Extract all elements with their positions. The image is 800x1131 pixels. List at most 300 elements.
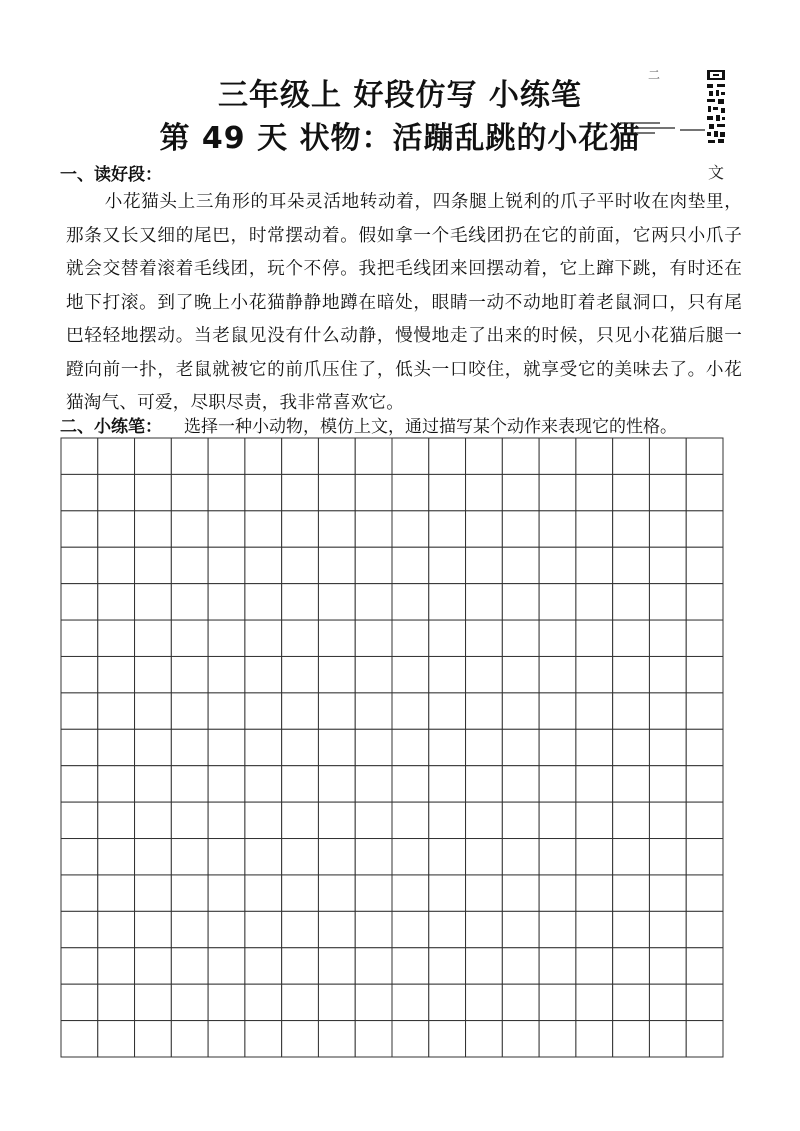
grid-cell[interactable] — [613, 656, 650, 692]
grid-cell[interactable] — [429, 839, 466, 875]
grid-cell[interactable] — [649, 511, 686, 547]
grid-cell[interactable] — [392, 1021, 429, 1057]
grid-cell[interactable] — [576, 729, 613, 765]
grid-cell[interactable] — [245, 802, 282, 838]
grid-cell[interactable] — [98, 656, 135, 692]
grid-cell[interactable] — [392, 911, 429, 947]
grid-cell[interactable] — [282, 766, 319, 802]
grid-cell[interactable] — [649, 802, 686, 838]
grid-cell[interactable] — [576, 656, 613, 692]
grid-cell[interactable] — [502, 438, 539, 474]
grid-cell[interactable] — [613, 875, 650, 911]
grid-cell[interactable] — [61, 875, 98, 911]
grid-cell[interactable] — [502, 511, 539, 547]
grid-cell[interactable] — [245, 839, 282, 875]
grid-cell[interactable] — [576, 911, 613, 947]
grid-cell[interactable] — [502, 693, 539, 729]
grid-cell[interactable] — [208, 839, 245, 875]
grid-cell[interactable] — [576, 693, 613, 729]
grid-cell[interactable] — [502, 1021, 539, 1057]
grid-cell[interactable] — [282, 511, 319, 547]
grid-cell[interactable] — [539, 839, 576, 875]
grid-cell[interactable] — [135, 656, 172, 692]
grid-cell[interactable] — [245, 729, 282, 765]
grid-cell[interactable] — [539, 620, 576, 656]
grid-cell[interactable] — [429, 656, 466, 692]
grid-cell[interactable] — [208, 547, 245, 583]
grid-cell[interactable] — [613, 802, 650, 838]
grid-cell[interactable] — [686, 911, 723, 947]
grid-cell[interactable] — [429, 984, 466, 1020]
grid-cell[interactable] — [98, 438, 135, 474]
grid-cell[interactable] — [318, 584, 355, 620]
grid-cell[interactable] — [135, 438, 172, 474]
grid-cell[interactable] — [318, 474, 355, 510]
grid-cell[interactable] — [282, 547, 319, 583]
grid-cell[interactable] — [392, 839, 429, 875]
grid-cell[interactable] — [502, 620, 539, 656]
grid-cell[interactable] — [98, 547, 135, 583]
grid-cell[interactable] — [355, 839, 392, 875]
grid-cell[interactable] — [61, 656, 98, 692]
grid-cell[interactable] — [282, 1021, 319, 1057]
grid-cell[interactable] — [466, 1021, 503, 1057]
grid-cell[interactable] — [576, 511, 613, 547]
grid-cell[interactable] — [392, 620, 429, 656]
grid-cell[interactable] — [98, 729, 135, 765]
grid-cell[interactable] — [502, 802, 539, 838]
grid-cell[interactable] — [355, 802, 392, 838]
grid-cell[interactable] — [171, 620, 208, 656]
grid-cell[interactable] — [355, 1021, 392, 1057]
grid-cell[interactable] — [429, 511, 466, 547]
grid-cell[interactable] — [98, 766, 135, 802]
grid-cell[interactable] — [429, 620, 466, 656]
grid-cell[interactable] — [649, 547, 686, 583]
grid-cell[interactable] — [649, 656, 686, 692]
grid-cell[interactable] — [135, 474, 172, 510]
grid-cell[interactable] — [392, 875, 429, 911]
grid-cell[interactable] — [429, 802, 466, 838]
grid-cell[interactable] — [208, 802, 245, 838]
grid-cell[interactable] — [686, 802, 723, 838]
grid-cell[interactable] — [392, 693, 429, 729]
grid-cell[interactable] — [208, 474, 245, 510]
grid-cell[interactable] — [318, 547, 355, 583]
grid-cell[interactable] — [282, 693, 319, 729]
grid-cell[interactable] — [466, 729, 503, 765]
grid-cell[interactable] — [686, 766, 723, 802]
grid-cell[interactable] — [392, 511, 429, 547]
grid-cell[interactable] — [613, 584, 650, 620]
grid-cell[interactable] — [61, 584, 98, 620]
grid-cell[interactable] — [282, 839, 319, 875]
grid-cell[interactable] — [98, 984, 135, 1020]
grid-cell[interactable] — [98, 875, 135, 911]
grid-cell[interactable] — [171, 584, 208, 620]
grid-cell[interactable] — [318, 875, 355, 911]
grid-cell[interactable] — [208, 656, 245, 692]
grid-cell[interactable] — [539, 1021, 576, 1057]
grid-cell[interactable] — [355, 656, 392, 692]
grid-cell[interactable] — [466, 584, 503, 620]
grid-cell[interactable] — [282, 802, 319, 838]
grid-cell[interactable] — [466, 766, 503, 802]
grid-cell[interactable] — [392, 474, 429, 510]
grid-cell[interactable] — [208, 911, 245, 947]
grid-cell[interactable] — [171, 438, 208, 474]
grid-cell[interactable] — [245, 438, 282, 474]
grid-cell[interactable] — [171, 839, 208, 875]
grid-cell[interactable] — [318, 766, 355, 802]
grid-cell[interactable] — [98, 511, 135, 547]
grid-cell[interactable] — [61, 729, 98, 765]
grid-cell[interactable] — [649, 948, 686, 984]
grid-cell[interactable] — [466, 474, 503, 510]
grid-cell[interactable] — [649, 984, 686, 1020]
grid-cell[interactable] — [61, 802, 98, 838]
grid-cell[interactable] — [686, 474, 723, 510]
grid-cell[interactable] — [539, 984, 576, 1020]
grid-cell[interactable] — [466, 547, 503, 583]
grid-cell[interactable] — [466, 511, 503, 547]
grid-cell[interactable] — [686, 438, 723, 474]
grid-cell[interactable] — [135, 911, 172, 947]
grid-cell[interactable] — [318, 620, 355, 656]
grid-cell[interactable] — [539, 802, 576, 838]
grid-cell[interactable] — [649, 620, 686, 656]
grid-cell[interactable] — [98, 802, 135, 838]
grid-cell[interactable] — [539, 693, 576, 729]
grid-cell[interactable] — [649, 911, 686, 947]
grid-cell[interactable] — [208, 875, 245, 911]
grid-cell[interactable] — [502, 984, 539, 1020]
grid-cell[interactable] — [208, 766, 245, 802]
grid-cell[interactable] — [98, 948, 135, 984]
grid-cell[interactable] — [208, 511, 245, 547]
grid-cell[interactable] — [135, 693, 172, 729]
grid-cell[interactable] — [429, 911, 466, 947]
grid-cell[interactable] — [355, 474, 392, 510]
grid-cell[interactable] — [502, 911, 539, 947]
grid-cell[interactable] — [686, 875, 723, 911]
grid-cell[interactable] — [429, 948, 466, 984]
grid-cell[interactable] — [613, 620, 650, 656]
grid-cell[interactable] — [429, 693, 466, 729]
grid-cell[interactable] — [245, 948, 282, 984]
grid-cell[interactable] — [61, 984, 98, 1020]
grid-cell[interactable] — [171, 729, 208, 765]
grid-cell[interactable] — [98, 839, 135, 875]
grid-cell[interactable] — [613, 1021, 650, 1057]
grid-cell[interactable] — [318, 839, 355, 875]
grid-cell[interactable] — [245, 474, 282, 510]
grid-cell[interactable] — [355, 911, 392, 947]
grid-cell[interactable] — [318, 802, 355, 838]
grid-cell[interactable] — [98, 620, 135, 656]
grid-cell[interactable] — [61, 948, 98, 984]
grid-cell[interactable] — [208, 584, 245, 620]
grid-cell[interactable] — [355, 547, 392, 583]
grid-cell[interactable] — [429, 474, 466, 510]
grid-cell[interactable] — [649, 438, 686, 474]
grid-cell[interactable] — [429, 875, 466, 911]
grid-cell[interactable] — [502, 875, 539, 911]
grid-cell[interactable] — [282, 438, 319, 474]
grid-cell[interactable] — [355, 438, 392, 474]
grid-cell[interactable] — [613, 693, 650, 729]
grid-cell[interactable] — [466, 875, 503, 911]
grid-cell[interactable] — [392, 948, 429, 984]
grid-cell[interactable] — [61, 839, 98, 875]
grid-cell[interactable] — [282, 620, 319, 656]
grid-cell[interactable] — [576, 438, 613, 474]
grid-cell[interactable] — [245, 620, 282, 656]
grid-cell[interactable] — [245, 984, 282, 1020]
grid-cell[interactable] — [576, 547, 613, 583]
grid-cell[interactable] — [539, 948, 576, 984]
grid-cell[interactable] — [429, 1021, 466, 1057]
grid-cell[interactable] — [539, 875, 576, 911]
grid-cell[interactable] — [282, 948, 319, 984]
grid-cell[interactable] — [539, 438, 576, 474]
grid-cell[interactable] — [539, 766, 576, 802]
grid-cell[interactable] — [686, 511, 723, 547]
grid-cell[interactable] — [539, 584, 576, 620]
grid-cell[interactable] — [245, 584, 282, 620]
grid-cell[interactable] — [171, 693, 208, 729]
grid-cell[interactable] — [171, 911, 208, 947]
grid-cell[interactable] — [502, 948, 539, 984]
grid-cell[interactable] — [282, 875, 319, 911]
grid-cell[interactable] — [282, 474, 319, 510]
grid-cell[interactable] — [318, 911, 355, 947]
grid-cell[interactable] — [502, 474, 539, 510]
grid-cell[interactable] — [318, 656, 355, 692]
grid-cell[interactable] — [355, 693, 392, 729]
grid-cell[interactable] — [576, 948, 613, 984]
grid-cell[interactable] — [576, 766, 613, 802]
grid-cell[interactable] — [282, 584, 319, 620]
grid-cell[interactable] — [282, 911, 319, 947]
grid-cell[interactable] — [318, 438, 355, 474]
grid-cell[interactable] — [171, 984, 208, 1020]
grid-cell[interactable] — [355, 620, 392, 656]
grid-cell[interactable] — [135, 729, 172, 765]
grid-cell[interactable] — [686, 547, 723, 583]
grid-cell[interactable] — [466, 839, 503, 875]
grid-cell[interactable] — [171, 656, 208, 692]
grid-cell[interactable] — [318, 948, 355, 984]
grid-cell[interactable] — [135, 984, 172, 1020]
grid-cell[interactable] — [613, 984, 650, 1020]
grid-cell[interactable] — [245, 656, 282, 692]
grid-cell[interactable] — [502, 584, 539, 620]
grid-cell[interactable] — [135, 802, 172, 838]
grid-cell[interactable] — [318, 1021, 355, 1057]
grid-cell[interactable] — [502, 729, 539, 765]
grid-cell[interactable] — [282, 656, 319, 692]
grid-cell[interactable] — [649, 584, 686, 620]
grid-cell[interactable] — [208, 1021, 245, 1057]
grid-cell[interactable] — [61, 693, 98, 729]
grid-cell[interactable] — [355, 729, 392, 765]
grid-cell[interactable] — [392, 729, 429, 765]
grid-cell[interactable] — [649, 1021, 686, 1057]
grid-cell[interactable] — [502, 547, 539, 583]
grid-cell[interactable] — [135, 620, 172, 656]
grid-cell[interactable] — [208, 438, 245, 474]
grid-cell[interactable] — [171, 474, 208, 510]
grid-cell[interactable] — [649, 766, 686, 802]
grid-cell[interactable] — [539, 729, 576, 765]
grid-cell[interactable] — [355, 584, 392, 620]
grid-cell[interactable] — [466, 620, 503, 656]
grid-cell[interactable] — [686, 984, 723, 1020]
grid-cell[interactable] — [208, 620, 245, 656]
grid-cell[interactable] — [245, 693, 282, 729]
grid-cell[interactable] — [392, 584, 429, 620]
grid-cell[interactable] — [576, 620, 613, 656]
grid-cell[interactable] — [576, 839, 613, 875]
grid-cell[interactable] — [171, 875, 208, 911]
grid-cell[interactable] — [171, 547, 208, 583]
grid-cell[interactable] — [613, 911, 650, 947]
grid-cell[interactable] — [539, 547, 576, 583]
grid-cell[interactable] — [576, 984, 613, 1020]
grid-cell[interactable] — [429, 438, 466, 474]
grid-cell[interactable] — [576, 474, 613, 510]
grid-cell[interactable] — [208, 984, 245, 1020]
grid-cell[interactable] — [208, 693, 245, 729]
grid-cell[interactable] — [61, 438, 98, 474]
grid-cell[interactable] — [613, 511, 650, 547]
grid-cell[interactable] — [61, 620, 98, 656]
grid-cell[interactable] — [576, 802, 613, 838]
grid-cell[interactable] — [649, 839, 686, 875]
grid-cell[interactable] — [245, 875, 282, 911]
grid-cell[interactable] — [429, 584, 466, 620]
grid-cell[interactable] — [208, 948, 245, 984]
grid-cell[interactable] — [355, 875, 392, 911]
grid-cell[interactable] — [135, 875, 172, 911]
grid-cell[interactable] — [466, 984, 503, 1020]
grid-cell[interactable] — [392, 802, 429, 838]
grid-cell[interactable] — [98, 584, 135, 620]
grid-cell[interactable] — [539, 656, 576, 692]
grid-cell[interactable] — [318, 693, 355, 729]
grid-cell[interactable] — [61, 547, 98, 583]
grid-cell[interactable] — [576, 875, 613, 911]
grid-cell[interactable] — [429, 547, 466, 583]
grid-cell[interactable] — [171, 802, 208, 838]
grid-cell[interactable] — [502, 656, 539, 692]
grid-cell[interactable] — [613, 948, 650, 984]
grid-cell[interactable] — [429, 766, 466, 802]
grid-cell[interactable] — [318, 511, 355, 547]
grid-cell[interactable] — [98, 1021, 135, 1057]
grid-cell[interactable] — [171, 511, 208, 547]
grid-cell[interactable] — [392, 984, 429, 1020]
grid-cell[interactable] — [502, 839, 539, 875]
grid-cell[interactable] — [392, 438, 429, 474]
grid-cell[interactable] — [686, 729, 723, 765]
grid-cell[interactable] — [613, 766, 650, 802]
grid-cell[interactable] — [576, 1021, 613, 1057]
grid-cell[interactable] — [613, 729, 650, 765]
grid-cell[interactable] — [61, 1021, 98, 1057]
grid-cell[interactable] — [135, 1021, 172, 1057]
grid-cell[interactable] — [686, 620, 723, 656]
grid-cell[interactable] — [613, 547, 650, 583]
grid-cell[interactable] — [613, 438, 650, 474]
grid-cell[interactable] — [318, 984, 355, 1020]
grid-cell[interactable] — [318, 729, 355, 765]
grid-cell[interactable] — [135, 766, 172, 802]
grid-cell[interactable] — [466, 693, 503, 729]
grid-cell[interactable] — [502, 766, 539, 802]
grid-cell[interactable] — [649, 729, 686, 765]
grid-cell[interactable] — [613, 839, 650, 875]
grid-cell[interactable] — [135, 511, 172, 547]
grid-cell[interactable] — [98, 911, 135, 947]
grid-cell[interactable] — [613, 474, 650, 510]
grid-cell[interactable] — [171, 766, 208, 802]
grid-cell[interactable] — [245, 766, 282, 802]
grid-cell[interactable] — [686, 1021, 723, 1057]
grid-cell[interactable] — [135, 839, 172, 875]
grid-cell[interactable] — [245, 1021, 282, 1057]
grid-cell[interactable] — [466, 656, 503, 692]
grid-cell[interactable] — [245, 547, 282, 583]
grid-cell[interactable] — [282, 984, 319, 1020]
grid-cell[interactable] — [539, 511, 576, 547]
grid-cell[interactable] — [539, 474, 576, 510]
grid-cell[interactable] — [61, 511, 98, 547]
grid-cell[interactable] — [649, 875, 686, 911]
grid-cell[interactable] — [355, 511, 392, 547]
grid-cell[interactable] — [98, 474, 135, 510]
grid-cell[interactable] — [649, 474, 686, 510]
grid-cell[interactable] — [245, 511, 282, 547]
grid-cell[interactable] — [245, 911, 282, 947]
grid-cell[interactable] — [649, 693, 686, 729]
grid-cell[interactable] — [686, 584, 723, 620]
grid-cell[interactable] — [686, 693, 723, 729]
grid-cell[interactable] — [466, 948, 503, 984]
grid-cell[interactable] — [429, 729, 466, 765]
grid-cell[interactable] — [466, 802, 503, 838]
grid-cell[interactable] — [686, 948, 723, 984]
grid-cell[interactable] — [208, 729, 245, 765]
grid-cell[interactable] — [392, 656, 429, 692]
grid-cell[interactable] — [392, 766, 429, 802]
grid-cell[interactable] — [61, 474, 98, 510]
grid-cell[interactable] — [61, 911, 98, 947]
grid-cell[interactable] — [466, 911, 503, 947]
grid-cell[interactable] — [98, 693, 135, 729]
grid-cell[interactable] — [466, 438, 503, 474]
grid-cell[interactable] — [61, 766, 98, 802]
writing-grid[interactable] — [60, 437, 724, 1058]
grid-cell[interactable] — [539, 911, 576, 947]
grid-cell[interactable] — [171, 1021, 208, 1057]
grid-cell[interactable] — [686, 839, 723, 875]
grid-cell[interactable] — [355, 984, 392, 1020]
grid-cell[interactable] — [355, 766, 392, 802]
grid-cell[interactable] — [135, 948, 172, 984]
grid-cell[interactable] — [576, 584, 613, 620]
